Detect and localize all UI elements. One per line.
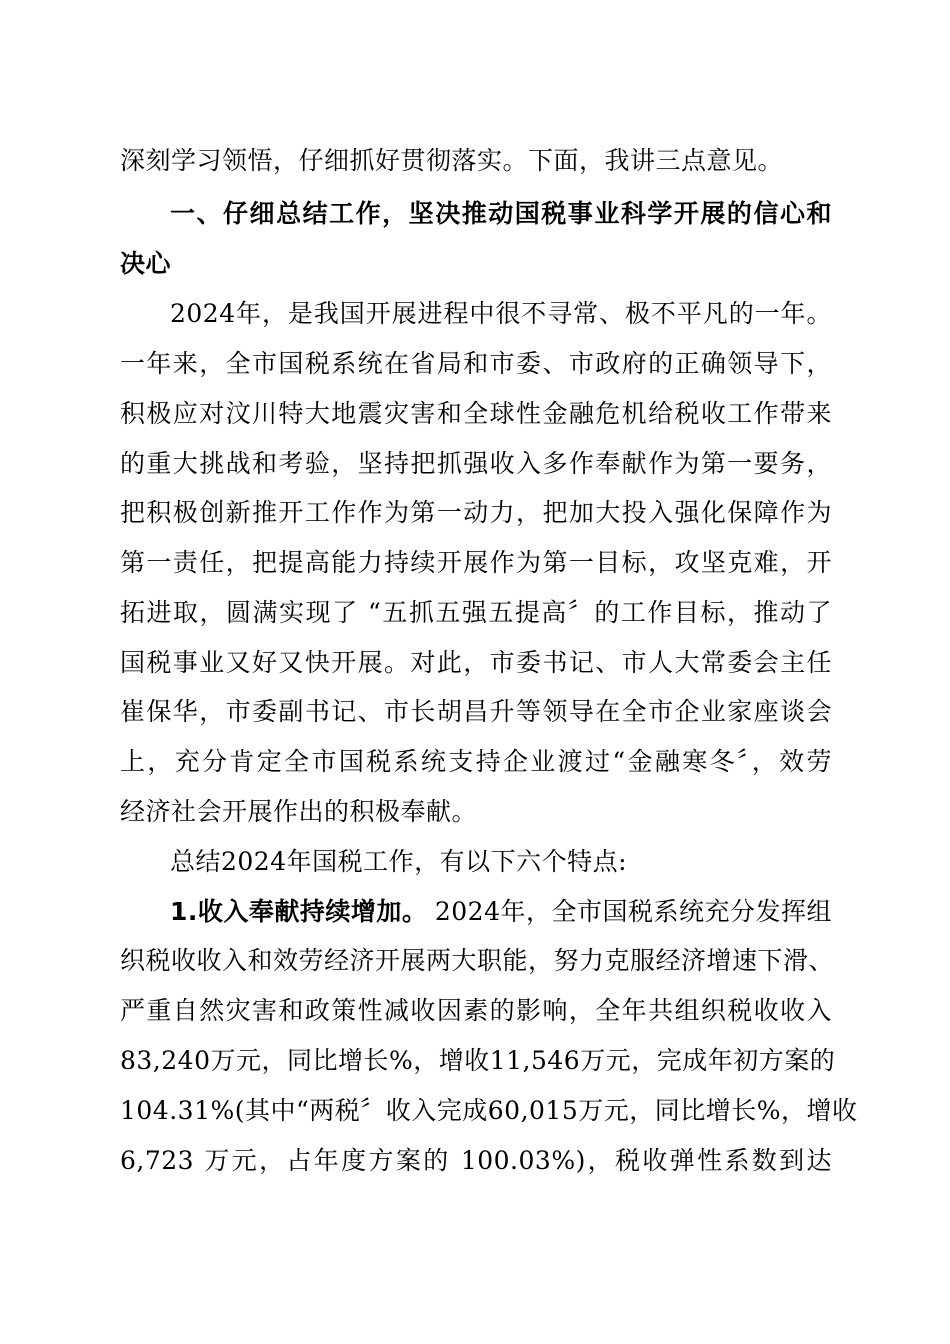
paragraph-line: 104.31%(其中“两税〞收入完成60,015万元，同比增长%，增收 (120, 1096, 858, 1125)
paragraph-line: 把积极创新推开工作作为第一动力，把加大投入强化保障作为 (120, 498, 832, 527)
paragraph-line: 第一责任，把提高能力持续开展作为第一目标，攻坚克难，开 (120, 548, 832, 577)
paragraph-line: 总结2024年国税工作，有以下六个特点: (170, 847, 628, 876)
section-heading-continued: 决心 (120, 249, 172, 278)
paragraph-line: 一年来，全市国税系统在省局和市委、市政府的正确领导下， (120, 349, 832, 378)
item-one-text: 2024年，全市国税系统充分发挥组 (434, 897, 832, 926)
paragraph-line: 拓进取，圆满实现了 “五抓五强五提高〞的工作目标，推动了 (120, 598, 832, 627)
paragraph-line: 崔保华，市委副书记、市长胡昌升等领导在全市企业家座谈会 (120, 697, 832, 726)
paragraph-line: 国税事业又好又快开展。对此，市委书记、市人大常委会主任 (120, 648, 832, 677)
paragraph-line: 83,240万元，同比增长%，增收11,546万元，完成年初方案的 (120, 1046, 836, 1075)
item-one-title: 1.收入奉献持续增加。 (170, 897, 428, 926)
section-heading: 一、仔细总结工作，坚决推动国税事业科学开展的信心和 (170, 199, 832, 228)
paragraph-line: 织税收收入和效劳经济开展两大职能，努力克服经济增速下滑、 (120, 946, 835, 975)
paragraph-line: 经济社会开展作出的积极奉献。 (120, 797, 478, 826)
paragraph-line: 严重自然灾害和政策性减收因素的影响，全年共组织税收收入 (120, 996, 832, 1025)
paragraph-line: 6,723 万元，占年度方案的 100.03%)，税收弹性系数到达 (120, 1146, 832, 1175)
paragraph-line: 积极应对汶川特大地震灾害和全球性金融危机给税收工作带来 (120, 399, 832, 428)
paragraph-line: 上，充分肯定全市国税系统支持企业渡过“金融寒冬〞，效劳 (120, 747, 832, 776)
paragraph-line: 2024年，是我国开展进程中很不寻常、极不平凡的一年。 (170, 299, 832, 328)
item-one-first-line (170, 897, 832, 927)
paragraph-line: 深刻学习领悟，仔细抓好贯彻落实。下面，我讲三点意见。 (120, 146, 784, 175)
paragraph-line: 的重大挑战和考验，坚持把抓强收入多作奉献作为第一要务， (120, 449, 832, 478)
